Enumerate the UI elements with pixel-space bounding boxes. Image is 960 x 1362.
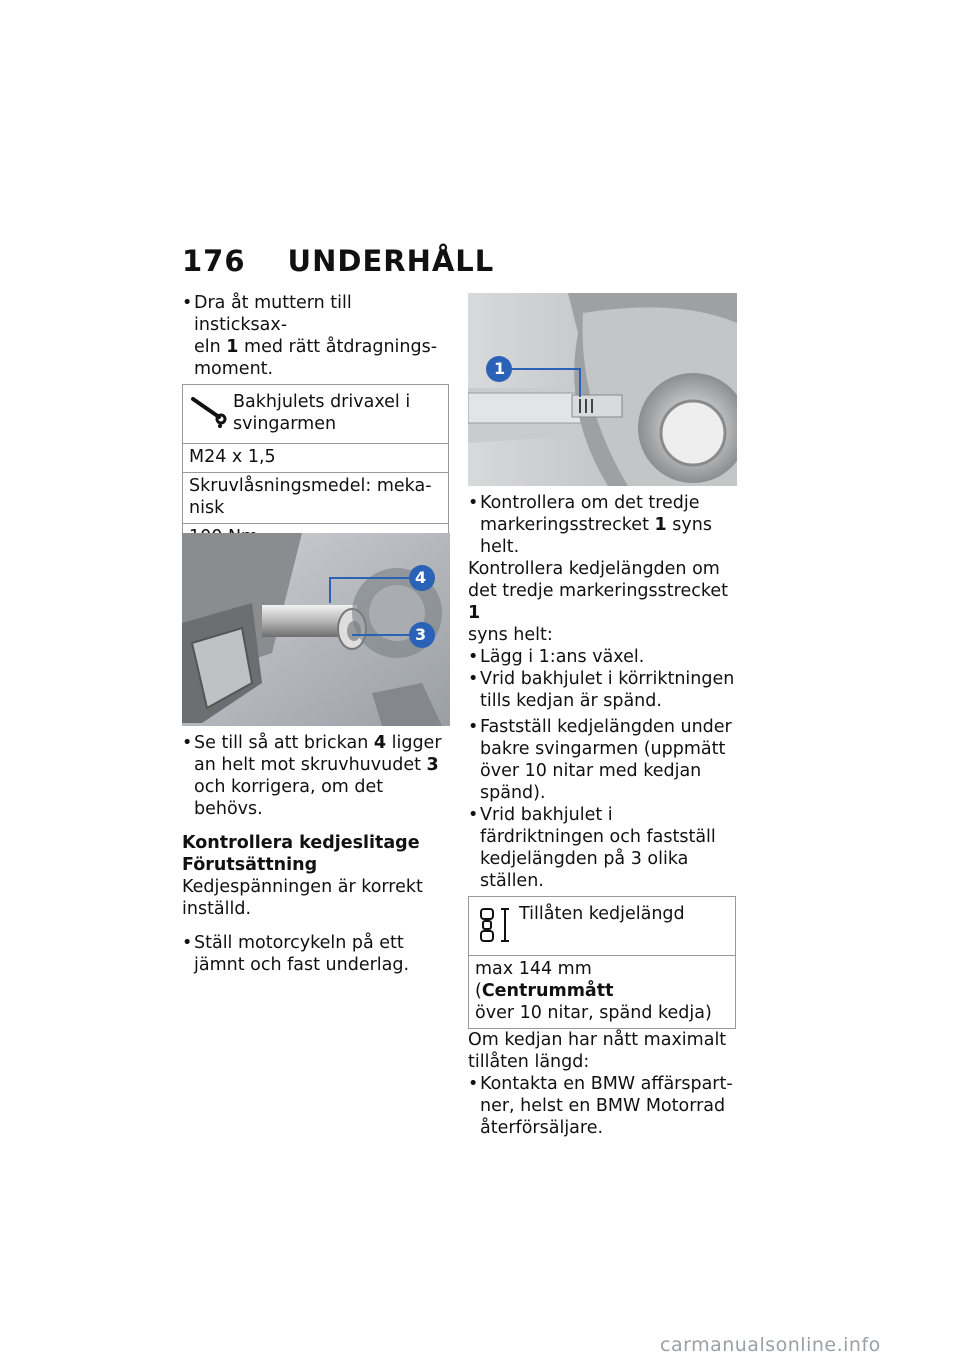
reference-number: 1 <box>468 603 481 623</box>
spec-row: Skruvlåsningsmedel: meka-nisk <box>183 472 448 523</box>
bullet-text-line <box>194 754 450 776</box>
list-item <box>468 716 740 804</box>
prerequisite-heading: Förutsättning <box>182 855 318 875</box>
text-span: med rätt åtdragnings- <box>238 337 438 357</box>
bullet-text: Vrid bakhjulet i färdriktningen och fastställ kedjelängden på 3 olika ställen. <box>480 805 716 891</box>
paragraph-line: syns helt: <box>468 625 553 645</box>
callout-label: 3 <box>415 625 427 644</box>
paragraph-line <box>468 580 740 624</box>
list-item <box>468 804 740 892</box>
spec-table-chain <box>468 896 736 1029</box>
bullet-text-line: helt. <box>480 537 520 557</box>
spec-table-torque <box>182 384 449 553</box>
bullet-icon: • <box>468 805 479 825</box>
page-header <box>182 244 494 278</box>
bullet-text-line <box>480 514 740 536</box>
reference-number: 1 <box>654 515 667 535</box>
left-column <box>182 292 450 553</box>
bullet-text: Kontakta en BMW affärspart-ner, helst en BMW Motorrad återförsäljare. <box>480 1074 733 1138</box>
text-span: det tredje markeringsstrecket <box>468 581 728 601</box>
axle-bolt-illustration <box>182 533 450 726</box>
list-item <box>468 492 740 558</box>
photo-washer-bolt <box>182 533 450 726</box>
bullet-icon: • <box>468 1074 479 1094</box>
right-column <box>468 492 740 1139</box>
text-span: an helt mot skruvhuvudet <box>194 755 427 775</box>
spec-row: M24 x 1,5 <box>183 443 448 472</box>
chain-length-icon <box>475 905 515 945</box>
bullet-icon: • <box>182 733 193 753</box>
section-heading: Kontrollera kedjeslitage <box>182 833 420 853</box>
bullet-icon: • <box>468 717 479 737</box>
paragraph: Om kedjan har nått maximalt tillåten längd: <box>468 1030 727 1072</box>
bullet-text-line: Kontrollera om det tredje <box>480 493 700 513</box>
bullet-icon: • <box>468 647 479 667</box>
spec-heading <box>183 385 448 443</box>
list-item <box>182 732 450 820</box>
spec-row <box>469 955 735 1028</box>
text-span: över 10 nitar, spänd kedja) <box>475 1003 712 1023</box>
text-span: eln <box>194 337 227 357</box>
reference-number: 1 <box>226 337 239 357</box>
reference-number: 4 <box>373 733 387 753</box>
bullet-text: Ställ motorcykeln på ett jämnt och fast underlag. <box>194 933 410 975</box>
text-span: markeringsstrecket <box>480 515 655 535</box>
bullet-text-line: moment. <box>194 359 274 379</box>
spec-heading-text: Bakhjulets drivaxel i svingarmen <box>233 392 411 434</box>
bullet-icon: • <box>468 669 479 689</box>
text-span: syns <box>666 515 712 535</box>
spec-heading-text: Tillåten kedjelängd <box>519 904 685 924</box>
callout-label: 1 <box>494 359 506 378</box>
swingarm-illustration <box>468 293 737 486</box>
reference-number: 3 <box>426 755 439 775</box>
torque-wrench-icon <box>189 393 229 429</box>
callout-label: 4 <box>415 568 427 587</box>
bullet-text: Fastställ kedjelängden under bakre svingarmen (uppmätt över 10 nitar med kedjan spänd). <box>480 717 732 803</box>
text-span: Se till så att brickan <box>194 733 374 753</box>
list-item <box>468 646 740 668</box>
photo-marking-lines <box>468 293 737 486</box>
bullet-text-line <box>194 732 450 754</box>
spec-heading <box>469 897 735 955</box>
page-title: UNDERHÅLL <box>287 244 495 278</box>
bullet-text-line <box>194 336 450 358</box>
list-item <box>468 1073 740 1139</box>
bullet-icon: • <box>468 493 479 513</box>
list-item <box>468 668 740 712</box>
prerequisite-text: Kedjespänningen är korrekt inställd. <box>182 877 423 919</box>
paragraph-line: Kontrollera kedjelängden om <box>468 559 720 579</box>
bold-text: Centrummått <box>481 981 614 1001</box>
list-item <box>182 932 450 976</box>
watermark: carmanualsonline.info <box>660 1334 881 1356</box>
bullet-icon: • <box>182 933 193 953</box>
bullet-text-line: Dra åt muttern till insticksax- <box>194 293 352 335</box>
bullet-text-line: och korrigera, om det behövs. <box>194 777 384 819</box>
list-item <box>182 292 450 380</box>
bullet-icon: • <box>182 293 193 313</box>
bullet-text: Vrid bakhjulet i körriktningen tills kedjan är spänd. <box>480 669 735 711</box>
bullet-text: Lägg i 1:ans växel. <box>480 647 645 667</box>
left-column-lower <box>182 732 450 976</box>
page-number: 176 <box>182 244 246 278</box>
text-span: max 144 mm ( <box>475 959 592 1001</box>
text-span: ligger <box>386 733 442 753</box>
